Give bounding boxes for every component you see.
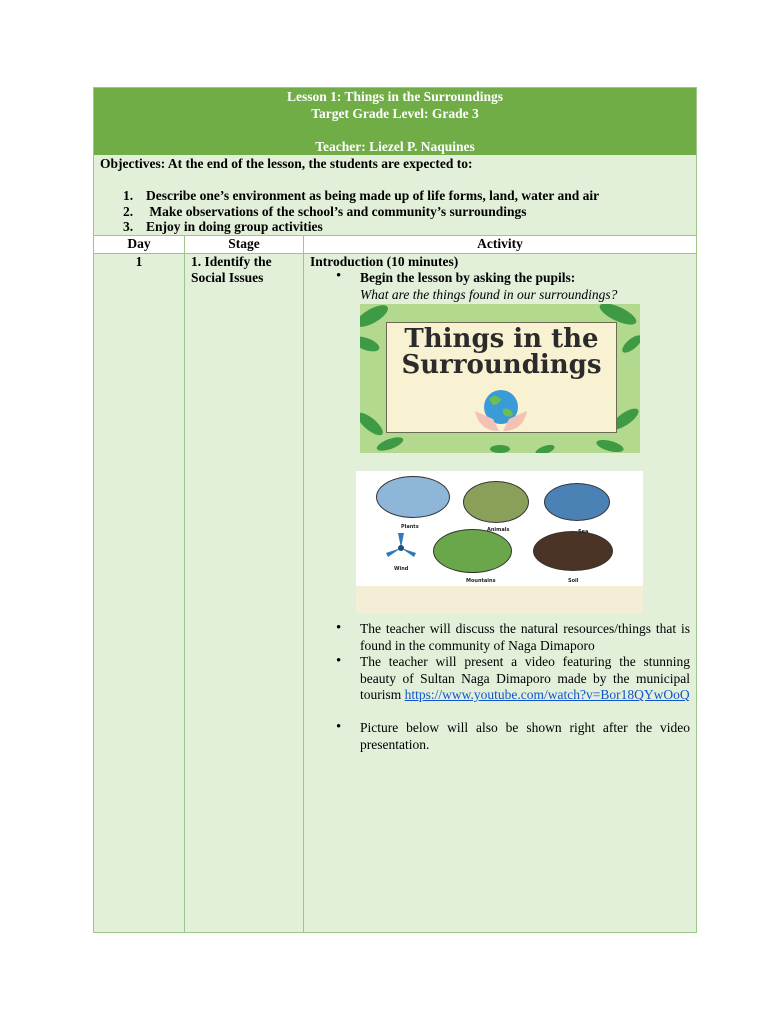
activity-column-header: Activity xyxy=(477,236,523,251)
introduction-heading: Introduction (10 minutes) xyxy=(310,254,459,269)
objectives-section xyxy=(94,155,696,236)
objective-text: Describe one’s environment as being made up of life forms, land, water and air xyxy=(146,188,600,203)
column-divider xyxy=(303,236,304,932)
discussion-paragraph: The teacher will discuss the natural resources/things that is found in the community of Naga Dimaporo xyxy=(360,621,690,653)
banner-title-line: Things in the xyxy=(404,324,599,354)
stage-column-header: Stage xyxy=(228,236,260,251)
natural-resources-image xyxy=(356,471,643,614)
guide-question: What are the things found in our surroundings? xyxy=(360,287,618,302)
picture-text: Picture below will also be shown right after the video presentation xyxy=(360,720,690,752)
objective-item xyxy=(123,188,599,204)
picture-paragraph xyxy=(360,720,690,753)
soil-photo-icon xyxy=(533,531,613,571)
objective-text: Make observations of the school’s and community’s surroundings xyxy=(146,204,527,219)
bullet-text: Begin the lesson by asking the pupils: xyxy=(360,270,576,285)
resource-label: Wind xyxy=(394,566,409,572)
video-text: The teacher will present a video featuring the stunning beauty of Sultan Naga Dimaporo made by the municipal tourism xyxy=(360,654,690,702)
earth-in-hands-icon xyxy=(471,387,531,433)
house-plants-photo-icon xyxy=(376,476,450,518)
objective-number: 3. xyxy=(123,219,134,234)
things-in-surroundings-image xyxy=(360,304,640,453)
bullet-icon: • xyxy=(336,653,342,669)
day-column-header: Day xyxy=(127,236,151,251)
stage-cell xyxy=(191,254,301,286)
youtube-video-link[interactable]: https://www.youtube.com/watch?v=Bor18QYwOoQ xyxy=(404,687,690,702)
objective-item xyxy=(123,204,527,220)
stage-line: Social Issues xyxy=(191,270,264,285)
sea-photo-icon xyxy=(544,483,610,521)
objective-item xyxy=(123,219,323,235)
grade-level: Target Grade Level: Grade 3 xyxy=(311,106,479,121)
lesson-title: Lesson 1: Things in the Surroundings xyxy=(287,89,503,104)
teacher-name: Teacher: Liezel P. Naquines xyxy=(315,139,475,154)
objective-number: 2. xyxy=(123,204,134,219)
banner-card xyxy=(386,322,617,433)
objective-text: Enjoy in doing group activities xyxy=(146,219,323,234)
resource-label: Soil xyxy=(568,578,579,584)
banner-title-line: Surroundings xyxy=(401,350,602,380)
lesson-plan-table xyxy=(93,87,697,933)
bullet-icon: • xyxy=(336,719,342,735)
bullet-icon: • xyxy=(336,268,342,284)
resource-label: Plants xyxy=(401,524,419,530)
bullet-icon: • xyxy=(336,620,342,636)
animals-photo-icon xyxy=(463,481,529,523)
image-footer-strip xyxy=(356,586,643,614)
stage-line: 1. Identify the xyxy=(191,254,272,269)
objective-number: 1. xyxy=(123,188,134,203)
wind-turbine-icon xyxy=(384,531,418,565)
resource-label: Animals xyxy=(487,527,510,533)
period: . xyxy=(425,736,430,752)
column-divider xyxy=(184,236,185,932)
lesson-header xyxy=(94,88,696,155)
resource-label: Sea xyxy=(578,529,589,535)
day-cell: 1 xyxy=(135,254,143,269)
video-paragraph xyxy=(360,654,690,704)
objectives-title: Objectives: At the end of the lesson, the students are expected to: xyxy=(100,156,473,171)
resource-label: Mountains xyxy=(466,578,496,584)
